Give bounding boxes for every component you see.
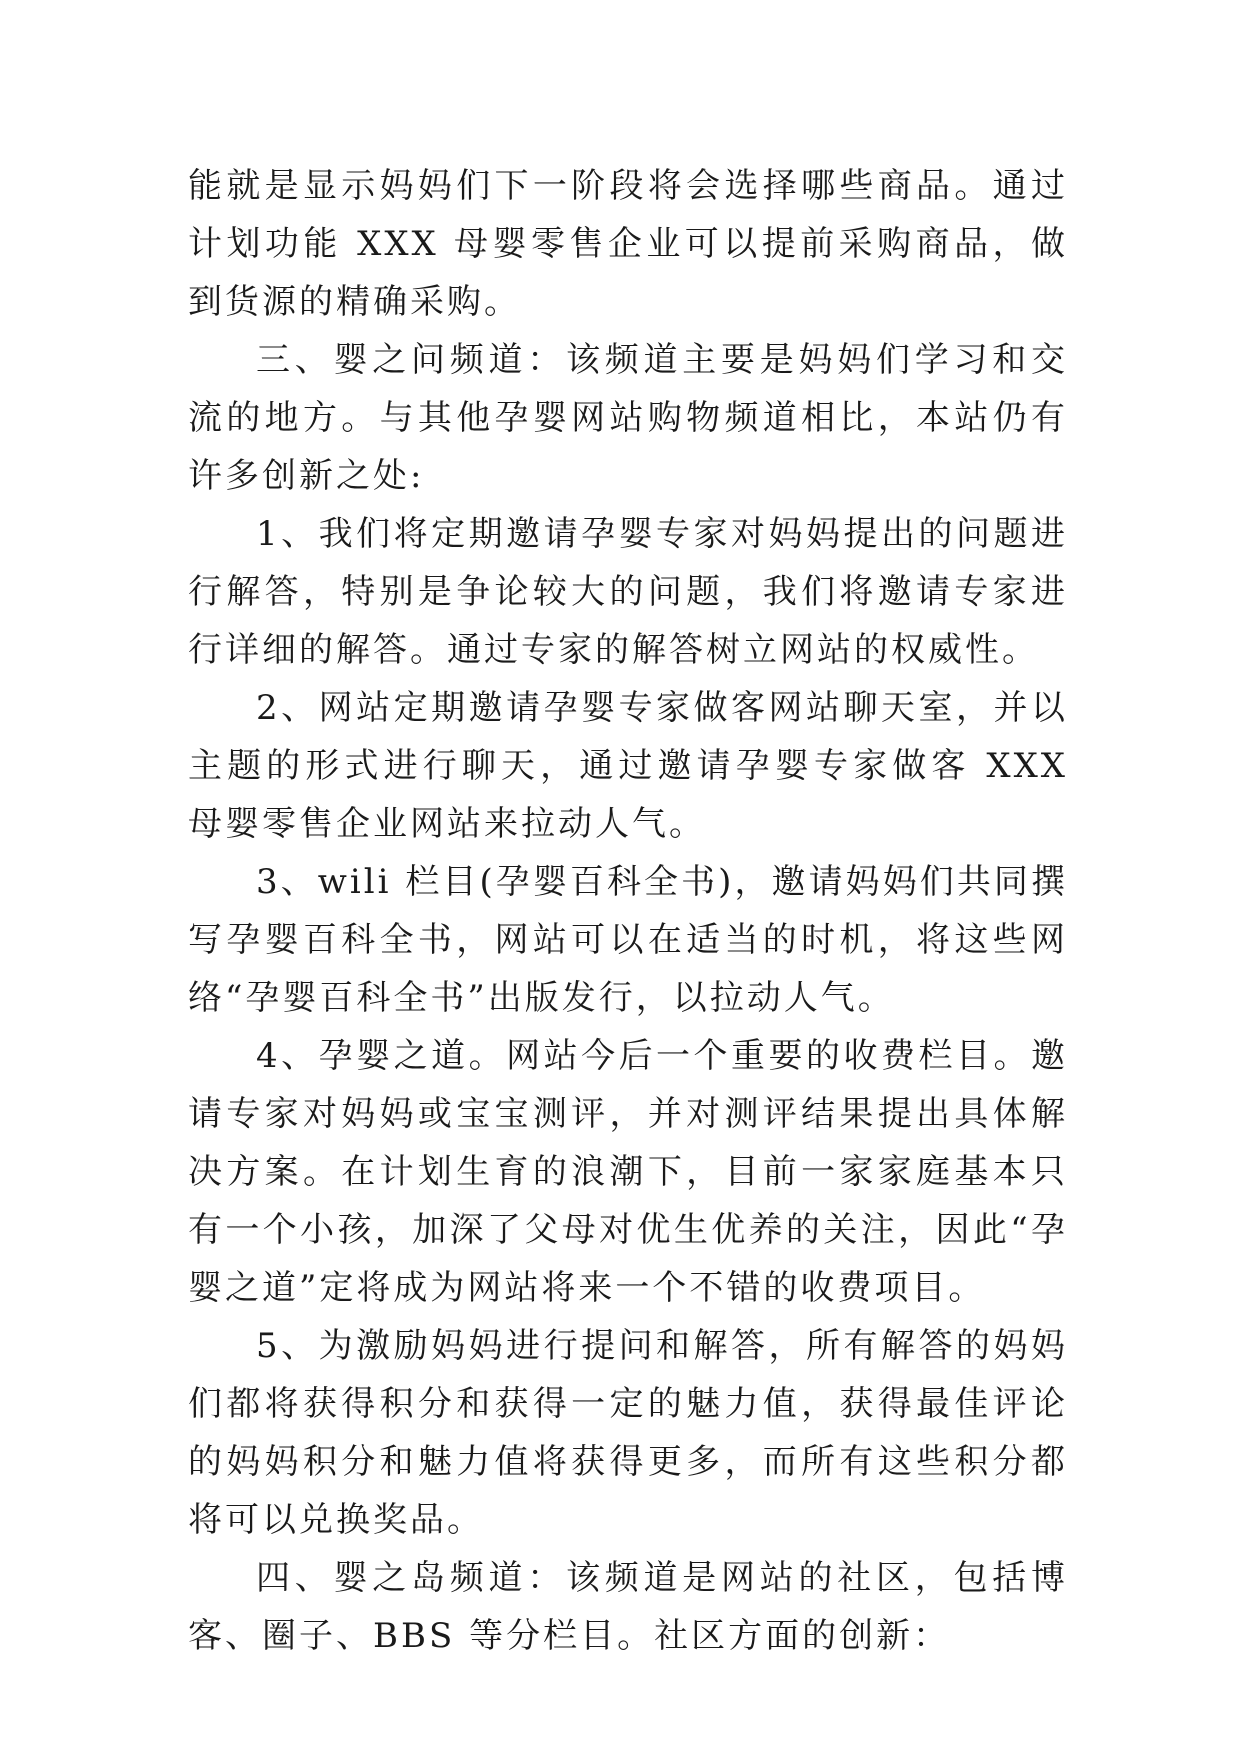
paragraph-item-3: 3、wili 栏目(孕婴百科全书)，邀请妈妈们共同撰写孕婴百科全书，网站可以在适当的时机，将这些网络“孕婴百科全书”出版发行，以拉动人气。	[188, 862, 1068, 1018]
paragraph-continuation: 能就是显示妈妈们下一阶段将会选择哪些商品。通过计划功能 XXX 母婴零售企业可以提前采购商品，做到货源的精确采购。	[188, 166, 1068, 322]
paragraph-item-2: 2、网站定期邀请孕婴专家做客网站聊天室，并以主题的形式进行聊天，通过邀请孕婴专家做客 XXX 母婴零售企业网站来拉动人气。	[188, 688, 1068, 844]
paragraph-section-three: 三、婴之问频道：该频道主要是妈妈们学习和交流的地方。与其他孕婴网站购物频道相比，本站仍有许多创新之处:	[188, 340, 1068, 496]
paragraph-section-four: 四、婴之岛频道：该频道是网站的社区，包括博客、圈子、BBS 等分栏目。社区方面的创新：	[188, 1558, 1068, 1656]
paragraph-item-5: 5、为激励妈妈进行提问和解答，所有解答的妈妈们都将获得积分和获得一定的魅力值，获得最佳评论的妈妈积分和魅力值将获得更多，而所有这些积分都将可以兑换奖品。	[188, 1326, 1068, 1540]
paragraph-item-4: 4、孕婴之道。网站今后一个重要的收费栏目。邀请专家对妈妈或宝宝测评，并对测评结果提出具体解决方案。在计划生育的浪潮下，目前一家家庭基本只有一个小孩，加深了父母对优生优养的关注，因此“孕婴之道”定将成为网站将来一个不错的收费项目。	[188, 1036, 1068, 1308]
paragraph-item-1: 1、我们将定期邀请孕婴专家对妈妈提出的问题进行解答，特别是争论较大的问题，我们将邀请专家进行详细的解答。通过专家的解答树立网站的权威性。	[188, 514, 1068, 670]
document-body	[188, 157, 1068, 1665]
